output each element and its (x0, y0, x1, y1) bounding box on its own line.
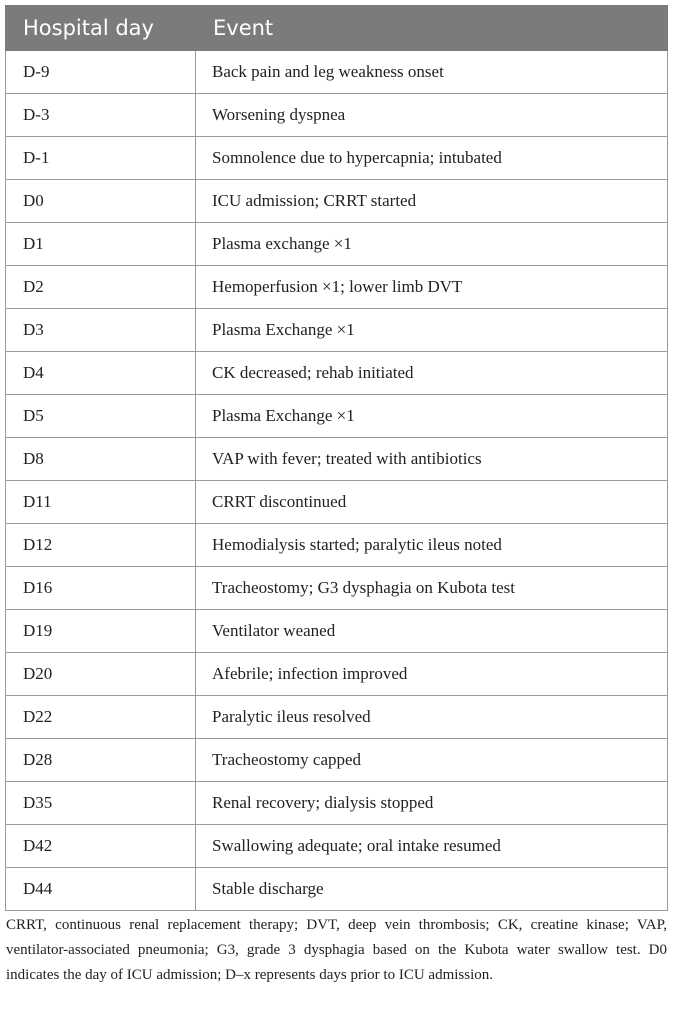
table-row (6, 266, 668, 309)
table-row (6, 223, 668, 266)
table-body (6, 51, 668, 911)
table-row (6, 481, 668, 524)
table-row (6, 395, 668, 438)
cell-hospital-day: D0 (6, 180, 196, 223)
table-row (6, 438, 668, 481)
table-row (6, 653, 668, 696)
cell-hospital-day: D20 (6, 653, 196, 696)
cell-hospital-day: D8 (6, 438, 196, 481)
cell-hospital-day: D28 (6, 739, 196, 782)
cell-hospital-day: D-9 (6, 51, 196, 94)
cell-hospital-day: D11 (6, 481, 196, 524)
cell-event: Stable discharge (196, 868, 668, 911)
cell-event: Swallowing adequate; oral intake resumed (196, 825, 668, 868)
cell-event: Somnolence due to hypercapnia; intubated (196, 137, 668, 180)
cell-hospital-day: D35 (6, 782, 196, 825)
cell-event: CK decreased; rehab initiated (196, 352, 668, 395)
cell-event: Afebrile; infection improved (196, 653, 668, 696)
table-row (6, 696, 668, 739)
table-row (6, 94, 668, 137)
cell-hospital-day: D19 (6, 610, 196, 653)
cell-hospital-day: D-1 (6, 137, 196, 180)
cell-event: Paralytic ileus resolved (196, 696, 668, 739)
cell-hospital-day: D4 (6, 352, 196, 395)
cell-event: Plasma exchange ×1 (196, 223, 668, 266)
cell-event: Tracheostomy capped (196, 739, 668, 782)
cell-event: Renal recovery; dialysis stopped (196, 782, 668, 825)
cell-event: VAP with fever; treated with antibiotics (196, 438, 668, 481)
cell-event: Hemodialysis started; paralytic ileus noted (196, 524, 668, 567)
table-row (6, 825, 668, 868)
table-row (6, 868, 668, 911)
cell-hospital-day: D42 (6, 825, 196, 868)
table-row (6, 567, 668, 610)
cell-event: Hemoperfusion ×1; lower limb DVT (196, 266, 668, 309)
table-row (6, 137, 668, 180)
cell-hospital-day: D3 (6, 309, 196, 352)
table-row (6, 610, 668, 653)
cell-hospital-day: D-3 (6, 94, 196, 137)
table-row (6, 51, 668, 94)
cell-hospital-day: D1 (6, 223, 196, 266)
cell-event: Ventilator weaned (196, 610, 668, 653)
timeline-table-container (5, 5, 667, 911)
cell-event: CRRT discontinued (196, 481, 668, 524)
cell-event: Back pain and leg weakness onset (196, 51, 668, 94)
table-row (6, 782, 668, 825)
timeline-table (5, 5, 668, 911)
cell-hospital-day: D44 (6, 868, 196, 911)
cell-event: Worsening dyspnea (196, 94, 668, 137)
table-row (6, 352, 668, 395)
cell-hospital-day: D12 (6, 524, 196, 567)
table-row (6, 524, 668, 567)
cell-event: Plasma Exchange ×1 (196, 309, 668, 352)
cell-hospital-day: D2 (6, 266, 196, 309)
table-row (6, 180, 668, 223)
cell-hospital-day: D22 (6, 696, 196, 739)
table-row (6, 739, 668, 782)
cell-event: ICU admission; CRRT started (196, 180, 668, 223)
cell-event: Tracheostomy; G3 dysphagia on Kubota test (196, 567, 668, 610)
table-header-row (6, 6, 668, 51)
cell-hospital-day: D5 (6, 395, 196, 438)
column-header-hospital-day: Hospital day (6, 6, 196, 51)
table-row (6, 309, 668, 352)
cell-event: Plasma Exchange ×1 (196, 395, 668, 438)
cell-hospital-day: D16 (6, 567, 196, 610)
column-header-event: Event (196, 6, 668, 51)
table-footnote: CRRT, continuous renal replacement therapy; DVT, deep vein thrombosis; CK, creatine kinase; VAP, ventilator-associated pneumonia; G3, grade 3 dysphagia based on the Kubota water swallow test. D0 indicates the day of ICU admission; D–x represents days prior to ICU admission. (6, 917, 667, 983)
